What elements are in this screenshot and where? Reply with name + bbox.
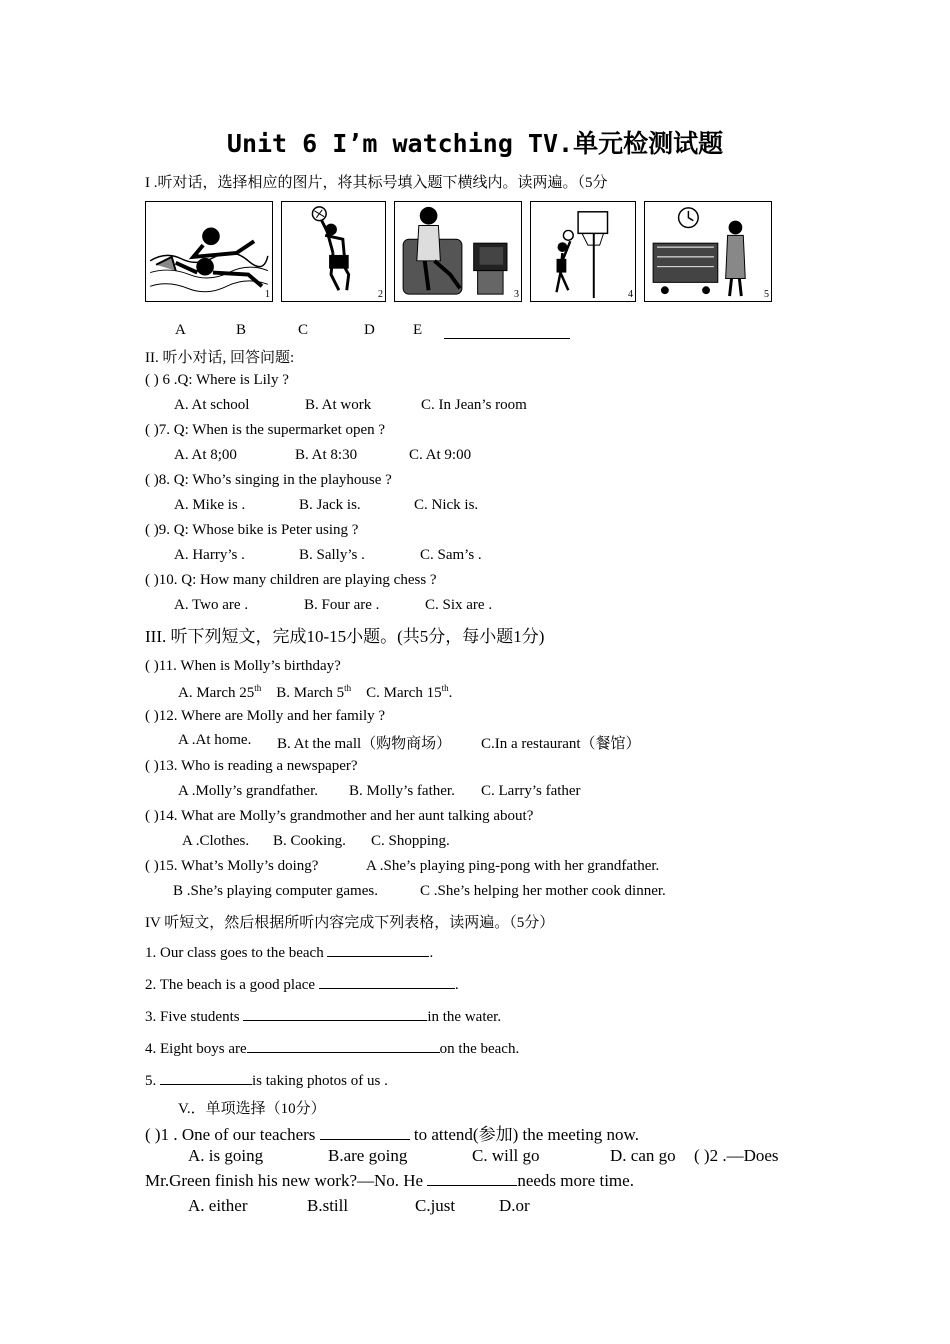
q10-option-b: B. Four are . — [304, 597, 380, 613]
q6-option-a: A. At school — [174, 397, 250, 413]
swimmers-image — [146, 202, 272, 301]
q12-option-a: A .At home. — [178, 732, 252, 748]
q8-option-c: C. Nick is. — [414, 497, 479, 513]
item-2-blank[interactable] — [319, 976, 455, 989]
s5-q1-option-d: D. can go — [610, 1146, 676, 1165]
q15-option-b: B .She’s playing computer games. — [173, 883, 378, 899]
q14-option-c: C. Shopping. — [371, 833, 450, 849]
letter-b: B — [236, 322, 247, 338]
q9-option-a: A. Harry’s . — [174, 547, 245, 563]
question-9: ( )9. Q: Whose bike is Peter using ? — [145, 522, 359, 538]
item-2-prefix: 2. The beach is a good place — [145, 977, 319, 993]
q11-sup-c: th — [441, 683, 449, 693]
picture-4-number: 4 — [628, 289, 633, 300]
answer-blank-1[interactable] — [444, 324, 570, 339]
picture-3 — [394, 201, 522, 302]
item-4-prefix: 4. Eight boys are — [145, 1041, 247, 1057]
q11-option-c-end: . — [448, 685, 453, 701]
question-13: ( )13. Who is reading a newspaper? — [145, 758, 358, 774]
picture-5-number: 5 — [764, 289, 769, 300]
item-4-blank[interactable] — [247, 1040, 440, 1053]
s5-q1-prefix: ( )1 . One of our teachers — [145, 1125, 320, 1144]
s5-q1-blank[interactable] — [320, 1127, 410, 1140]
s5-q2-suffix: needs more time. — [517, 1171, 634, 1190]
item-4-suffix: on the beach. — [439, 1041, 520, 1057]
picture-1 — [145, 201, 273, 302]
picture-1-number: 1 — [265, 289, 270, 300]
q9-option-b: B. Sally’s . — [299, 547, 365, 563]
question-14: ( )14. What are Molly’s grandmother and her aunt talking about? — [145, 808, 534, 824]
question-10: ( )10. Q: How many children are playing chess ? — [145, 572, 437, 588]
q12-option-b: B. At the mall（购物商场） — [277, 736, 452, 752]
s5-q1-option-c: C. will go — [472, 1146, 540, 1165]
basketball-hoop-image — [531, 202, 635, 301]
s5-q2-option-b: B.still — [307, 1196, 349, 1215]
section3-heading: III. 听下列短文，完成10-15小题。(共5分，每小题1分) — [145, 627, 545, 646]
q8-option-b: B. Jack is. — [299, 497, 361, 513]
q11-option-b: B. March 5 — [276, 685, 345, 701]
picture-3-number: 3 — [514, 289, 519, 300]
s5-q2-start: ( )2 .—Does — [694, 1146, 779, 1165]
section4-item-3 — [145, 1008, 501, 1026]
item-5-prefix: 5. — [145, 1073, 160, 1089]
question-15: ( )15. What’s Molly’s doing? — [145, 858, 319, 874]
question-6: ( ) 6 .Q: Where is Lily ? — [145, 372, 289, 388]
q7-option-b: B. At 8:30 — [295, 447, 358, 463]
s5-q2-text: Mr.Green finish his new work?—No. He — [145, 1171, 428, 1190]
section4-item-5 — [145, 1072, 388, 1090]
q7-option-c: C. At 9:00 — [409, 447, 472, 463]
question-12: ( )12. Where are Molly and her family ? — [145, 708, 386, 724]
q13-option-a: A .Molly’s grandfather. — [178, 783, 318, 799]
item-2-suffix: . — [454, 977, 459, 993]
question-11: ( )11. When is Molly’s birthday? — [145, 658, 341, 674]
picture-4 — [530, 201, 636, 302]
item-3-suffix: in the water. — [427, 1009, 502, 1025]
section2-heading: II. 听小对话, 回答问题: — [145, 350, 295, 366]
section5-question-1 — [145, 1120, 639, 1145]
q11-sup-b: th — [344, 683, 352, 693]
s5-q1-suffix: to attend(参加) the meeting now. — [409, 1125, 639, 1144]
s5-q2-blank[interactable] — [427, 1173, 517, 1186]
q15-option-c: C .She’s helping her mother cook dinner. — [420, 883, 666, 899]
s5-q2-option-c: C.just — [415, 1196, 456, 1215]
q11-sup-a: th — [254, 683, 262, 693]
q8-option-a: A. Mike is . — [174, 497, 246, 513]
item-3-blank[interactable] — [243, 1008, 427, 1021]
q11-option-c: C. March 15 — [366, 685, 442, 701]
section4-item-1 — [145, 944, 433, 962]
section5-question-2 — [145, 1171, 634, 1191]
page-title: Unit 6 I’m watching TV.单元检测试题 — [226, 129, 724, 158]
supermarket-image — [645, 202, 771, 301]
q10-option-a: A. Two are . — [174, 597, 249, 613]
q10-option-c: C. Six are . — [425, 597, 493, 613]
q14-option-b: B. Cooking. — [273, 833, 346, 849]
picture-2-number: 2 — [378, 289, 383, 300]
s5-q2-option-d: D.or — [499, 1196, 530, 1215]
q6-option-b: B. At work — [305, 397, 372, 413]
basketball-player-image — [282, 202, 385, 301]
s5-q2-option-a: A. either — [188, 1196, 248, 1215]
q13-option-b: B. Molly’s father. — [349, 783, 455, 799]
section4-item-2 — [145, 976, 459, 994]
q14-option-a: A .Clothes. — [182, 833, 250, 849]
item-5-suffix: is taking photos of us . — [252, 1073, 388, 1089]
q15-option-a: A .She’s playing ping-pong with her grandfather. — [366, 858, 660, 874]
q13-option-c: C. Larry’s father — [481, 783, 581, 799]
item-1-prefix: 1. Our class goes to the beach — [145, 945, 328, 961]
letter-d: D — [364, 322, 375, 338]
letter-e: E — [413, 322, 423, 338]
question-7: ( )7. Q: When is the supermarket open ? — [145, 422, 386, 438]
q11-option-a: A. March 25 — [178, 685, 255, 701]
item-1-suffix: . — [429, 945, 434, 961]
section5-heading: V.．单项选择（10分） — [178, 1101, 326, 1117]
letter-a: A — [175, 322, 186, 338]
item-3-prefix: 3. Five students — [145, 1009, 244, 1025]
question-8: ( )8. Q: Who’s singing in the playhouse ? — [145, 472, 392, 488]
picture-2 — [281, 201, 386, 302]
item-5-blank[interactable] — [160, 1072, 252, 1085]
q7-option-a: A. At 8;00 — [174, 447, 237, 463]
section1-heading: I .听对话，选择相应的图片，将其标号填入题下横线内。读两遍。（5分 — [145, 175, 608, 191]
letter-c: C — [298, 322, 309, 338]
q11-options — [178, 683, 452, 702]
picture-5 — [644, 201, 772, 302]
s5-q1-option-a: A. is going — [188, 1146, 264, 1165]
section4-item-4 — [145, 1040, 519, 1058]
q12-option-c: C.In a restaurant（餐馆） — [481, 736, 641, 752]
q9-option-c: C. Sam’s . — [420, 547, 482, 563]
watching-tv-image — [395, 202, 521, 301]
section4-heading: IV 听短文，然后根据所听内容完成下列表格，读两遍。（5分） — [145, 915, 555, 931]
s5-q1-option-b: B.are going — [328, 1146, 408, 1165]
item-1-blank[interactable] — [327, 944, 429, 957]
q6-option-c: C. In Jean’s room — [421, 397, 527, 413]
